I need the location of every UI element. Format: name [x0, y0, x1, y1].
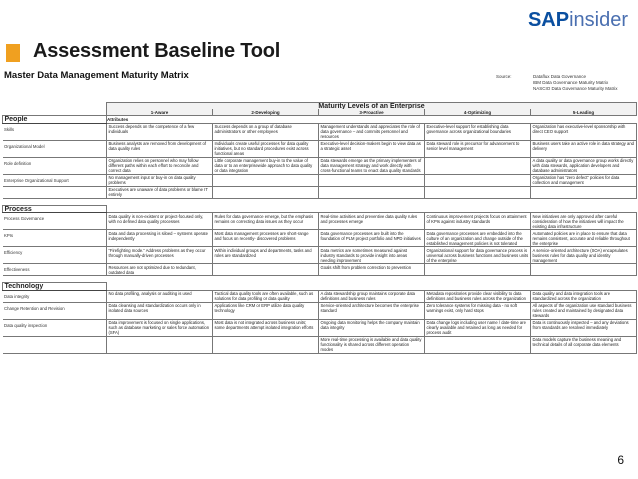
- matrix-cell: Data improvement is focused on single applications, such as database marketing or sales force automation (SFA): [107, 319, 213, 336]
- row-attribute-label: Enterprise Organizational Support: [3, 174, 107, 186]
- matrix-cell: Goals shift from problem correction to prevention: [319, 264, 425, 276]
- row-attribute-label: [3, 186, 107, 198]
- source-item: Dataflux Data Governance: [533, 74, 587, 79]
- matrix-cell: [213, 264, 319, 276]
- matrix-row: [3, 186, 637, 198]
- matrix-cell: [213, 186, 319, 198]
- matrix-row: [3, 213, 637, 230]
- level-header: 2-Developing: [213, 109, 319, 116]
- row-attribute-label: Organizational Model: [3, 140, 107, 157]
- source-item: IBM Data Governance Maturity Matrix: [533, 80, 609, 86]
- matrix-cell: Metadata repositories provide clear visibility to data definitions and business rules across the organization: [425, 290, 531, 302]
- page-number: 6: [617, 453, 624, 467]
- matrix-cell: Resources are not optimized due to redundant, outdated data: [107, 264, 213, 276]
- matrix-cell: All aspects of the organization use standard business rules created and maintained by designated data stewards: [531, 302, 637, 319]
- logo-sap-text: SAP: [527, 9, 570, 31]
- row-attribute-label: Efficiency: [3, 247, 107, 264]
- attributes-label: Attributes: [107, 116, 129, 122]
- matrix-cell: [107, 336, 213, 353]
- section-header-row: [3, 205, 637, 213]
- matrix-cell: Tactical data quality tools are often available, such as solutions for data profiling or data quality: [213, 290, 319, 302]
- page-title: Assessment Baseline Tool: [33, 40, 281, 62]
- matrix-row: [3, 157, 637, 174]
- matrix-cell: Real-time activities and preventive data quality rules and processes emerge: [319, 213, 425, 230]
- row-attribute-label: Skills: [3, 123, 107, 140]
- matrix-cell: Data models capture the business meaning and technical details of all corporate data elements: [531, 336, 637, 353]
- section-gap: [3, 276, 637, 283]
- matrix-cell: Data stewards emerge as the primary implementers of data management strategy and work directly with cross-functional teams to enact data quality standards: [319, 157, 425, 174]
- matrix-cell: Most data management processes are short-range and focus on recently- discovered problems: [213, 230, 319, 247]
- row-attribute-label: Role definition: [3, 157, 107, 174]
- matrix-row: [3, 230, 637, 247]
- matrix-cell: [425, 186, 531, 198]
- row-attribute-label: Effectiveness: [3, 264, 107, 276]
- matrix-row: [3, 140, 637, 157]
- matrix-cell: Data quality is non-existent or project-focused only, with no defined data quality processes: [107, 213, 213, 230]
- matrix-heading: Maturity Levels of an Enterprise: [107, 103, 637, 110]
- row-attribute-label: KPIs: [3, 230, 107, 247]
- level-header: 1-Aware: [107, 109, 213, 116]
- matrix-cell: A data stewardship group maintains corporate data definitions and business rules: [319, 290, 425, 302]
- matrix-cell: [425, 157, 531, 174]
- matrix-cell: Organization has executive-level sponsorship with direct CEO support: [531, 123, 637, 140]
- matrix-row: [3, 264, 637, 276]
- attributes-label: [107, 205, 637, 213]
- matrix-cell: Management understands and appreciates the role of data governance – and commits personnel and resources: [319, 123, 425, 140]
- sources-list: [533, 74, 618, 93]
- matrix-cell: Success depends on the competence of a few individuals: [107, 123, 213, 140]
- matrix-cell: Organizational support for data governance process is universal across business functions and business units of the enterprise: [425, 247, 531, 264]
- matrix-cell: [213, 336, 319, 353]
- matrix-cell: Continuous improvement projects focus on attainment of KPIs against industry standards: [425, 213, 531, 230]
- matrix-cell: [319, 174, 425, 186]
- level-header: 3-Proactive: [319, 109, 425, 116]
- matrix-cell: [531, 264, 637, 276]
- level-header: 5-Leading: [531, 109, 637, 116]
- maturity-matrix-table: [2, 102, 637, 354]
- page-subtitle: Master Data Management Maturity Matrix: [4, 70, 189, 81]
- sapinsider-logo: [528, 9, 628, 32]
- row-attribute-label: Process Governance: [3, 213, 107, 230]
- source-item: NASCIO Data Governance Maturity Matrix: [533, 86, 618, 92]
- section-header-row: [3, 116, 637, 124]
- matrix-cell: No management input or buy-in on data quality problems: [107, 174, 213, 186]
- matrix-row: [3, 247, 637, 264]
- matrix-cell: Data change logs including user name / date-time are clearly available and retained as long as needed for process audit: [425, 319, 531, 336]
- sources-label: Source:: [496, 74, 512, 79]
- matrix-cell: No data profiling, analysis or auditing is used: [107, 290, 213, 302]
- row-attribute-label: [3, 336, 107, 353]
- matrix-row: [3, 319, 637, 336]
- matrix-cell: Service-oriented architecture becomes the enterprise standard: [319, 302, 425, 319]
- matrix-cell: Little corporate management buy-in to the value of data or to an enterprisewide approach to data quality or data integration: [213, 157, 319, 174]
- matrix-cell: Data metrics are sometimes measured against industry standards to provide insight into areas needing improvement: [319, 247, 425, 264]
- matrix-cell: Zero tolerance systems for missing data - no soft warnings exist, only hard stops: [425, 302, 531, 319]
- matrix-cell: Individuals create useful processes for data quality initiatives, but no standard procedures exist across functional areas: [213, 140, 319, 157]
- matrix-cell: [425, 336, 531, 353]
- matrix-cell: [319, 186, 425, 198]
- matrix-cell: [213, 174, 319, 186]
- matrix-row: [3, 174, 637, 186]
- matrix-cell: Data quality and data integration tools are standardized across the organization: [531, 290, 637, 302]
- matrix-cell: Data governance processes are built into the foundation of PLM project portfolio and NPD initiatives: [319, 230, 425, 247]
- matrix-cell: Success depends on a group of database administrators or other employees: [213, 123, 319, 140]
- matrix-cell: Ongoing data monitoring helps the company maintain data integrity: [319, 319, 425, 336]
- matrix-cell: Executive-level decision-makers begin to view data as a strategic asset: [319, 140, 425, 157]
- section-gap-cell: [3, 276, 637, 283]
- matrix-cell: Executives are unaware of data problems or blame IT entirely: [107, 186, 213, 198]
- matrix-cell: Organization relies on personnel who may follow different paths within each effort to reconcile and correct data: [107, 157, 213, 174]
- matrix-cell: [531, 186, 637, 198]
- matrix-cell: Business analysts are removed from development of data quality rules: [107, 140, 213, 157]
- section-title: Process: [3, 205, 107, 213]
- row-attribute-label: Data quality inspection: [3, 319, 107, 336]
- matrix-cell: Automated policies are in place to ensure that data remains consistent, accurate and reliable throughout the enterprise: [531, 230, 637, 247]
- matrix-row: [3, 302, 637, 319]
- logo-insider-text: insider: [569, 9, 628, 31]
- title-accent-block: [6, 44, 20, 62]
- matrix-body: [3, 103, 637, 354]
- matrix-cell: Data cleansing and standardization occurs only in isolated data sources: [107, 302, 213, 319]
- matrix-cell: Data governance processes are embedded into the culture of an organization and change outside of the established management policies is not tolerated: [425, 230, 531, 247]
- matrix-cell: Applications like CRM or ERP utilize data quality technology: [213, 302, 319, 319]
- matrix-cell: A data quality or data governance group works directly with data stewards, application developers and database administrators: [531, 157, 637, 174]
- matrix-row: [3, 123, 637, 140]
- matrix-cell: Data steward role is precursor for advancement to senior level management: [425, 140, 531, 157]
- matrix-cell: More real-time processing is available and data quality functionality is shared across different operation modes: [319, 336, 425, 353]
- section-header-row: [3, 283, 637, 291]
- matrix-cell: A service-oriented architecture (SOA) encapsulates business rules for data quality and identity management: [531, 247, 637, 264]
- row-attribute-label: Change Retention and Revision: [3, 302, 107, 319]
- matrix-cell: [425, 264, 531, 276]
- matrix-cell: Executive-level support for establishing data governance across organizational boundaries: [425, 123, 531, 140]
- section-title: Technology: [3, 283, 107, 291]
- matrix-row: [3, 336, 637, 353]
- section-title: People: [3, 116, 107, 124]
- matrix-cell: Data is continuously inspected – and any deviations from standards are resolved immediately: [531, 319, 637, 336]
- row-attribute-label: Data integrity: [3, 290, 107, 302]
- matrix-cell: New initiatives are only approved after careful consideration of how the initiatives will impact the existing data infrastructure: [531, 213, 637, 230]
- section-gap-cell: [3, 198, 637, 205]
- matrix-cell: Rules for data governance emerge, but the emphasis remains on correcting data issues as they occur: [213, 213, 319, 230]
- attributes-label: [107, 283, 637, 291]
- matrix-cell: Data and data processing is siloed – systems operate independently: [107, 230, 213, 247]
- matrix-cell: Within individual groups and departments, tasks and roles are standardized: [213, 247, 319, 264]
- matrix-cell: Business users take an active role in data strategy and delivery: [531, 140, 637, 157]
- matrix-cell: Organization has “zero defect” policies for data collection and management: [531, 174, 637, 186]
- matrix-row: [3, 290, 637, 302]
- matrix-cell: “Firefighting mode.” Address problems as they occur through manually-driven processes: [107, 247, 213, 264]
- matrix-cell: [425, 174, 531, 186]
- level-header: 4-Optimizing: [425, 109, 531, 116]
- section-gap: [3, 198, 637, 205]
- matrix-cell: Most data is not integrated across business units; some departments attempt isolated integration efforts: [213, 319, 319, 336]
